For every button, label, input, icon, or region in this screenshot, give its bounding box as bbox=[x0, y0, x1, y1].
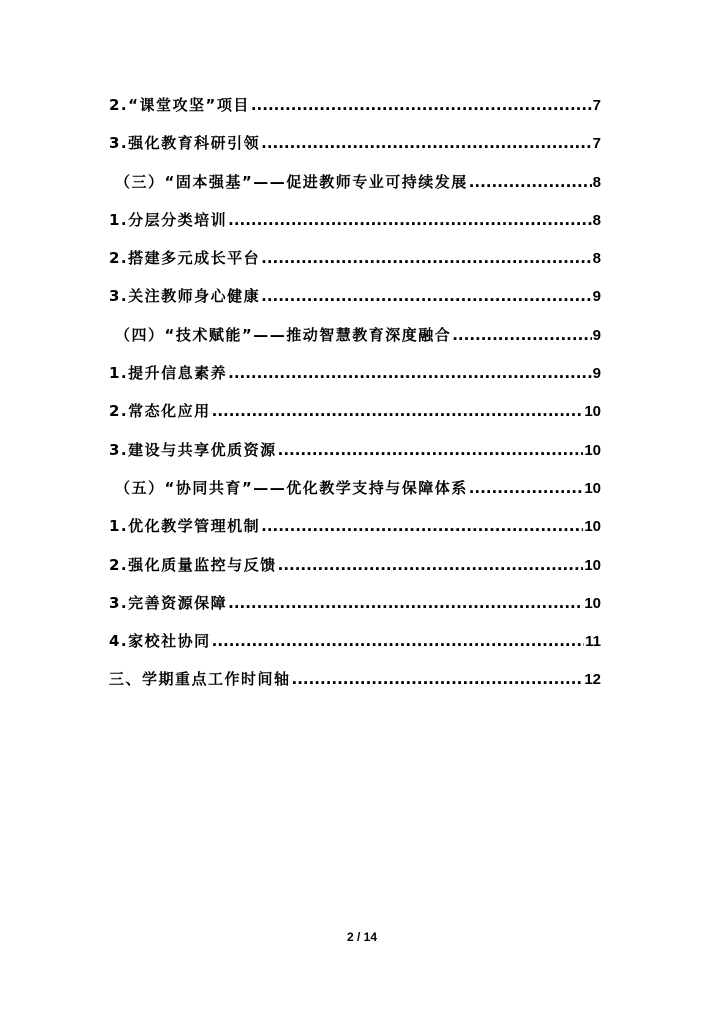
toc-entry-page: 9 bbox=[592, 326, 601, 344]
toc-dot-leader bbox=[228, 594, 583, 612]
toc-entry-title: 3.关注教师身心健康 bbox=[109, 287, 261, 306]
toc-dot-leader bbox=[261, 517, 583, 535]
toc-dot-leader bbox=[228, 364, 592, 382]
toc-entry-title: 1.分层分类培训 bbox=[109, 210, 228, 229]
toc-entry-title: 三、学期重点工作时间轴 bbox=[109, 670, 291, 689]
toc-entry-page: 9 bbox=[592, 288, 601, 306]
toc-entry[interactable] bbox=[109, 362, 601, 400]
toc-entry-title: 3.建设与共享优质资源 bbox=[109, 440, 277, 459]
toc-entry-page: 10 bbox=[584, 403, 601, 421]
toc-entry[interactable] bbox=[109, 94, 601, 132]
toc-entry-page: 10 bbox=[584, 441, 601, 459]
toc-dot-leader bbox=[251, 96, 592, 114]
toc-entry-page: 10 bbox=[584, 594, 601, 612]
toc-entry-title: 1.提升信息素养 bbox=[109, 364, 228, 383]
toc-entry[interactable] bbox=[109, 285, 601, 323]
toc-dot-leader bbox=[278, 441, 584, 459]
toc-entry-title: 1.优化教学管理机制 bbox=[109, 517, 261, 536]
toc-entry-title: （五）“协同共育”——优化教学支持与保障体系 bbox=[115, 478, 468, 497]
toc-entry-title: 2.常态化应用 bbox=[109, 402, 211, 421]
toc-dot-leader bbox=[469, 479, 584, 497]
toc-entry-title: 4.家校社协同 bbox=[109, 632, 211, 651]
toc-dot-leader bbox=[261, 249, 592, 267]
toc-entry-page: 11 bbox=[585, 633, 601, 651]
toc-dot-leader bbox=[261, 134, 592, 152]
toc-entry-page: 9 bbox=[592, 365, 601, 383]
toc-dot-leader bbox=[212, 632, 585, 650]
toc-entry-title: 2.搭建多元成长平台 bbox=[109, 249, 261, 268]
toc-entry-page: 7 bbox=[592, 135, 601, 153]
toc-entry-page: 8 bbox=[592, 250, 601, 268]
toc-entry-title: （三）“固本强基”——促进教师专业可持续发展 bbox=[115, 172, 468, 191]
toc-entry[interactable] bbox=[109, 324, 601, 362]
toc-entry[interactable] bbox=[109, 515, 601, 553]
toc-dot-leader bbox=[278, 556, 584, 574]
toc-entry-title: 2.“课堂攻坚”项目 bbox=[109, 96, 250, 114]
table-of-contents bbox=[109, 94, 601, 707]
toc-entry-title: （四）“技术赋能”——推动智慧教育深度融合 bbox=[115, 325, 452, 344]
toc-entry[interactable] bbox=[109, 171, 601, 209]
toc-entry[interactable] bbox=[109, 630, 601, 668]
toc-entry-page: 10 bbox=[584, 518, 601, 536]
toc-dot-leader bbox=[261, 287, 592, 305]
toc-entry[interactable] bbox=[109, 554, 601, 592]
toc-dot-leader bbox=[452, 326, 591, 344]
toc-entry[interactable] bbox=[109, 668, 601, 706]
toc-entry-page: 10 bbox=[584, 556, 601, 574]
toc-entry-title: 2.强化质量监控与反馈 bbox=[109, 555, 277, 574]
toc-entry-page: 10 bbox=[584, 479, 601, 497]
toc-entry[interactable] bbox=[109, 477, 601, 515]
toc-entry-page: 7 bbox=[592, 97, 601, 114]
toc-entry[interactable] bbox=[109, 592, 601, 630]
toc-entry[interactable] bbox=[109, 439, 601, 477]
toc-entry[interactable] bbox=[109, 132, 601, 170]
toc-entry[interactable] bbox=[109, 247, 601, 285]
toc-entry[interactable] bbox=[109, 400, 601, 438]
toc-entry-page: 12 bbox=[584, 671, 601, 689]
toc-entry-page: 8 bbox=[592, 211, 601, 229]
toc-entry-page: 8 bbox=[592, 173, 601, 191]
toc-entry-title: 3.强化教育科研引领 bbox=[109, 134, 261, 153]
toc-dot-leader bbox=[469, 173, 592, 191]
toc-dot-leader bbox=[292, 670, 584, 688]
toc-dot-leader bbox=[228, 211, 592, 229]
toc-entry[interactable] bbox=[109, 209, 601, 247]
toc-entry-title: 3.完善资源保障 bbox=[109, 593, 228, 612]
page-number-footer: 2 / 14 bbox=[346, 930, 378, 944]
toc-dot-leader bbox=[212, 402, 584, 420]
